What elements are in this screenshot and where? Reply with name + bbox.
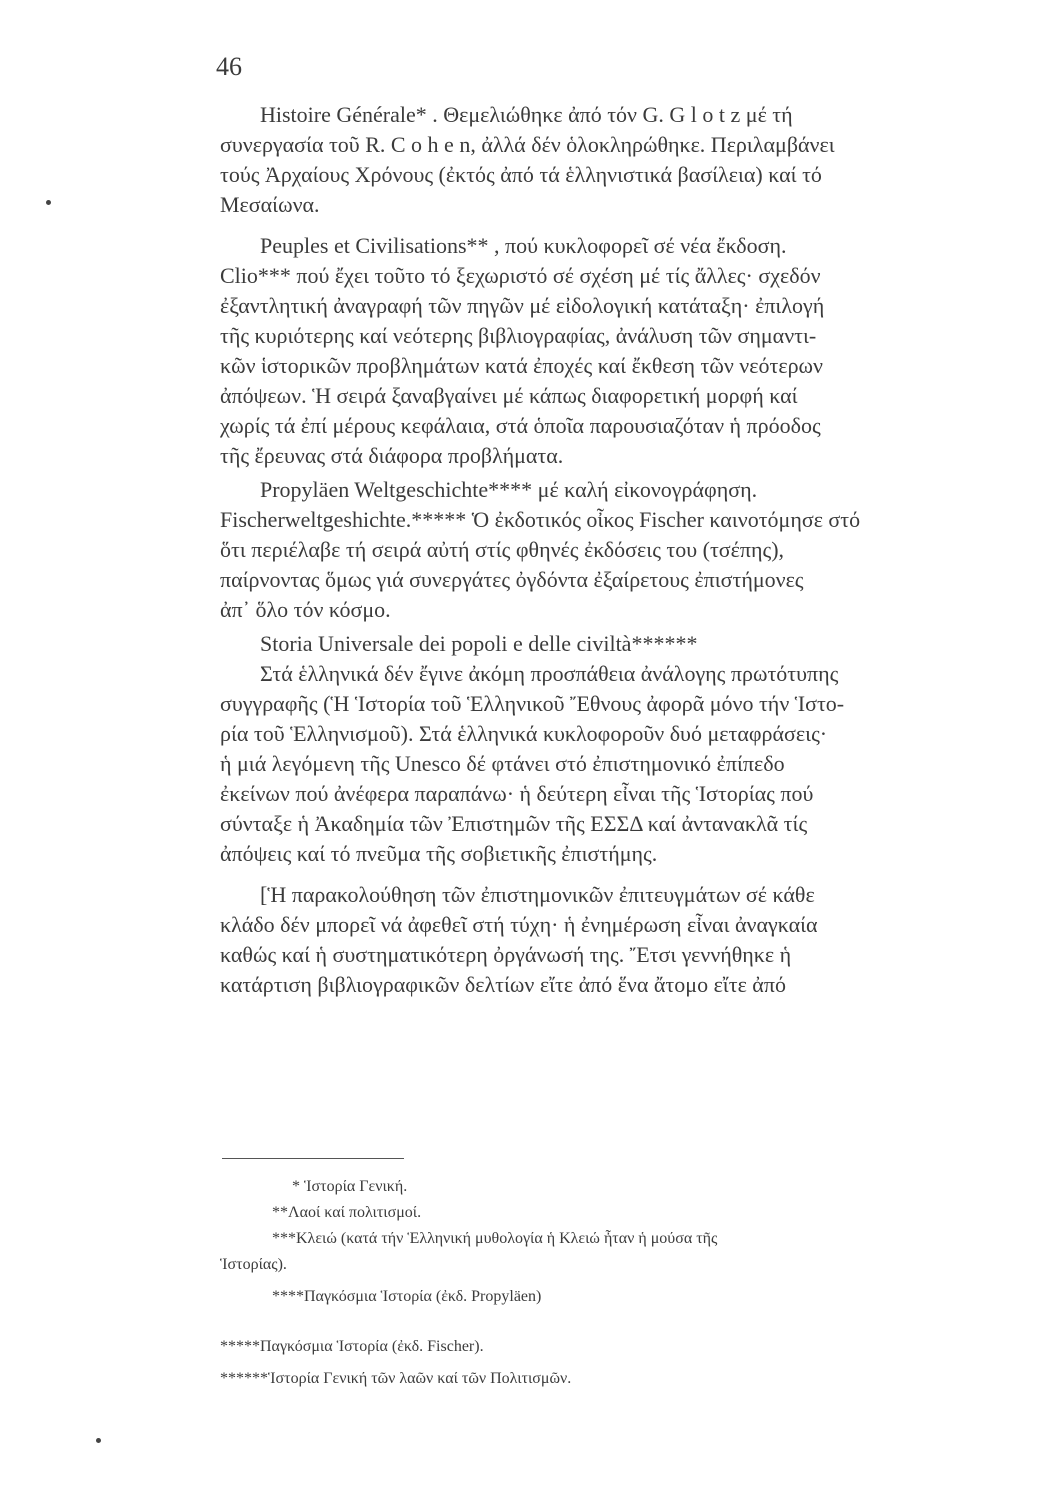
text-line: ἀπ᾽ ὅλο τόν κόσμο.	[220, 597, 391, 622]
text-line: συνεργασία τοῦ R. C o h e n, ἀλλά δέν ὁλοκληρώθηκε. Περιλαμβάνει	[220, 132, 835, 157]
text-line: [Ἡ παρακολούθηση τῶν ἐπιστημονικῶν ἐπιτευγμάτων σέ κάθε	[260, 882, 815, 907]
text-line: Fischerweltgeshichte.***** Ὁ ἐκδοτικός οἶκος Fischer καινοτόμησε στό	[220, 507, 861, 532]
text-line: ἐκείνων πού ἀνέφερα παραπάνω· ἡ δεύτερη εἶναι τῆς Ἱστορίας πού	[220, 781, 814, 806]
footnote: ***Κλειώ (κατά τήν Ἑλληνική μυθολογία ἡ Κλειώ ἦταν ἡ μούσα τῆς	[272, 1230, 718, 1247]
text-line: ἀπόψεων. Ἡ σειρά ξαναβγαίνει μέ κάπως διαφορετική μορφή καί	[220, 383, 798, 408]
footnote: *****Παγκόσμια Ἱστορία (ἐκδ. Fischer).	[220, 1338, 484, 1355]
text-line: τῆς ἔρευνας στά διάφορα προβλήματα.	[220, 443, 564, 468]
scan-speck	[96, 1438, 101, 1443]
footnote: Ἱστορίας).	[220, 1256, 287, 1273]
text-line: ρία τοῦ Ἑλληνισμοῦ). Στά ἑλληνικά κυκλοφοροῦν δυό μεταφράσεις·	[220, 721, 828, 746]
text-line: τούς Ἀρχαίους Χρόνους (ἐκτός ἀπό τά ἑλληνιστικά βασίλεια) καί τό	[220, 162, 822, 187]
text-line: ἀπόψεις καί τό πνεῦμα τῆς σοβιετικῆς ἐπιστήμης.	[220, 841, 658, 866]
text-line: Μεσαίωνα.	[220, 192, 320, 217]
text-line: σύνταξε ἡ Ἀκαδημία τῶν Ἐπιστημῶν τῆς ΕΣΣΔ καί ἀντανακλᾶ τίς	[220, 811, 808, 836]
page-number: 46	[216, 52, 242, 81]
text-line: καθώς καί ἡ συστηματικότερη ὀργάνωσή της. Ἔτσι γεννήθηκε ἡ	[220, 942, 792, 967]
footnotes	[220, 1174, 995, 1392]
text-line: χωρίς τά ἐπί μέρους κεφάλαια, στά ὁποῖα παρουσιαζόταν ἡ πρόοδος	[220, 413, 821, 438]
text-line: κατάρτιση βιβλιογραφικῶν δελτίων εἴτε ἀπό ἕνα ἄτομο εἴτε ἀπό	[220, 972, 786, 997]
text-line: Clio*** πού ἔχει τοῦτο τό ξεχωριστό σέ σχέση μέ τίς ἄλλες· σχεδόν	[220, 263, 821, 288]
footnote: **Λαοί καί πολιτισμοί.	[272, 1204, 422, 1221]
footnote: ******Ἱστορία Γενική τῶν λαῶν καί τῶν Πολιτισμῶν.	[220, 1370, 572, 1387]
text-line: συγγραφῆς (Ἡ Ἱστορία τοῦ Ἑλληνικοῦ Ἔθνους ἀφορᾶ μόνο τήν Ἱστο-	[220, 691, 845, 716]
text-line: παίρνοντας ὅμως γιά συνεργάτες ὀγδόντα ἐξαίρετους ἐπιστήμονες	[220, 567, 804, 592]
text-line: ἡ μιά λεγόμενη τῆς Unesco δέ φτάνει στό ἐπιστημονικό ἐπίπεδο	[220, 751, 785, 776]
text-line: ὅτι περιέλαβε τή σειρά αὐτή στίς φθηνές ἐκδόσεις του (τσέπης),	[220, 537, 785, 562]
text-line: ἐξαντλητική ἀναγραφή τῶν πηγῶν μέ εἰδολογική κατάταξη· ἐπιλογή	[220, 293, 825, 318]
text-line: Peuples et Civilisations** , πού κυκλοφορεῖ σέ νέα ἔκδοση.	[260, 233, 787, 258]
text-line: Histoire Générale* . Θεμελιώθηκε ἀπό τόν G. G l o t z μέ τή	[260, 102, 793, 127]
footnote: ****Παγκόσμια Ἱστορία (ἐκδ. Propyläen)	[272, 1288, 542, 1305]
text-line: κλάδο δέν μπορεῖ νά ἀφεθεῖ στή τύχη· ἡ ἐνημέρωση εἶναι ἀναγκαία	[220, 912, 818, 937]
text-line: Storia Universale dei popoli e delle civiltà******	[260, 631, 698, 656]
text-line: κῶν ἱστορικῶν προβλημάτων κατά ἐποχές καί ἔκθεση τῶν νεότερων	[220, 353, 823, 378]
footnote-separator	[222, 1158, 404, 1159]
scan-speck	[46, 200, 51, 205]
text-line: τῆς κυριότερης καί νεότερης βιβλιογραφίας, ἀνάλυση τῶν σημαντι-	[220, 323, 817, 348]
text-line: Στά ἑλληνικά δέν ἔγινε ἀκόμη προσπάθεια ἀνάλογης πρωτότυπης	[260, 661, 839, 686]
body-text	[220, 100, 995, 1000]
text-line: Propyläen Weltgeschichte**** μέ καλή εἰκονογράφηση.	[260, 477, 758, 502]
footnote: * Ἱστορία Γενική.	[292, 1178, 408, 1195]
